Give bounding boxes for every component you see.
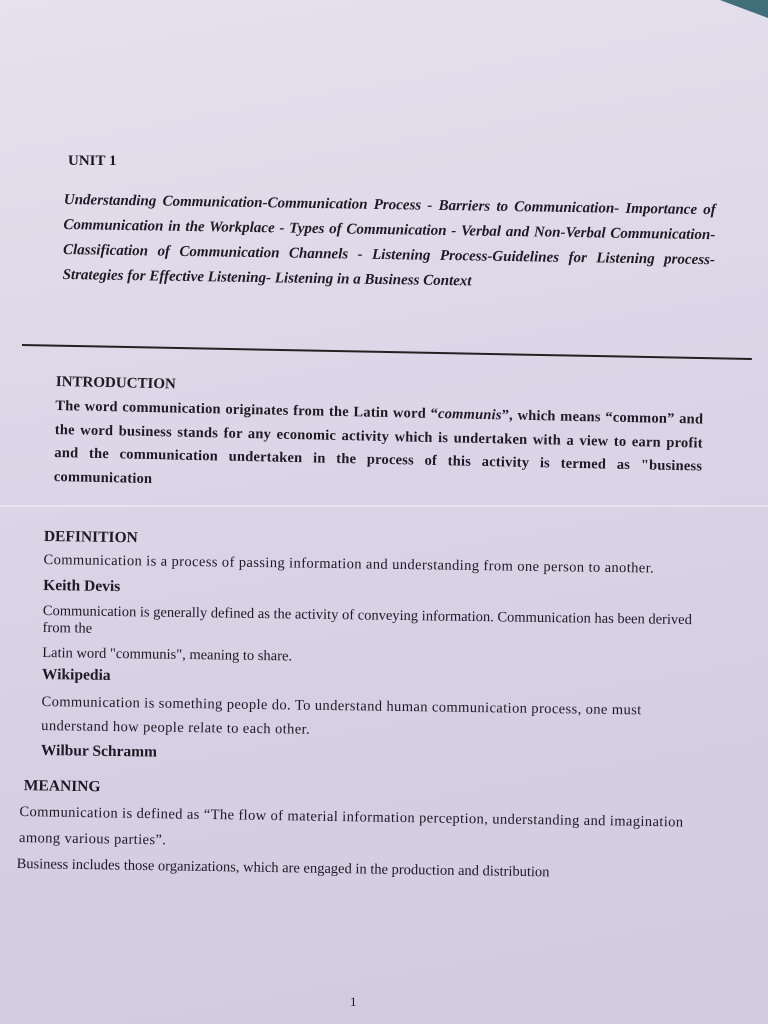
latin-word: communis [437, 406, 502, 424]
introduction-section [54, 374, 704, 503]
introduction-heading: INTRODUCTION [55, 374, 176, 393]
definition-quote-3: Communication is something people do. To understand human communication process, one must understand how people relate to each other. [41, 693, 642, 738]
unit-title: UNIT 1 [68, 153, 117, 169]
definition-author-3: Wilbur Schramm [40, 741, 158, 761]
meaning-paragraph-1: Communication is defined as “The flow of material information perception, understanding and imagination among various parties”. [18, 804, 684, 849]
page-number: 1 [350, 994, 357, 1009]
definition-author-2: Wikipedia [41, 665, 111, 684]
definition-heading: DEFINITION [43, 528, 138, 547]
definition-quote-2b: Latin word "communis", meaning to share. [42, 644, 293, 665]
definition-quote-1: Communication is a process of passing information and understanding from one person to another. [43, 551, 655, 577]
meaning-paragraph-2: Business includes those organizations, which are engaged in the production and distribution [16, 855, 550, 881]
meaning-heading: MEANING [23, 777, 101, 796]
definition-section [41, 528, 698, 769]
introduction-paragraph [54, 395, 704, 503]
definition-author-1: Keith Devis [43, 576, 121, 596]
section-divider [22, 344, 752, 360]
introduction-text-start: The word communication originates from the Latin word “ [55, 397, 439, 423]
definition-quote-2a: Communication is generally defined as the activity of conveying information. Communication has been derived from the [42, 602, 692, 637]
introduction-text-end: ”, which means “common” and the word business stands for any economic activity which is undertaken with a view to earn profit and the communication undertaken in the process of this activity is termed as "business communication [53, 407, 704, 487]
meaning-section [16, 777, 697, 888]
unit-syllabus: Understanding Communication-Communication Process - Barriers to Communication- Importance of Communication in the Workplace - Types of Communication - Verbal and Non-Verbal Communication- Classification of Communication Channels - Listening Process-Guidelines for Listening process- Strategies for Effective Listening- Listening in a Business Context [62, 191, 716, 290]
